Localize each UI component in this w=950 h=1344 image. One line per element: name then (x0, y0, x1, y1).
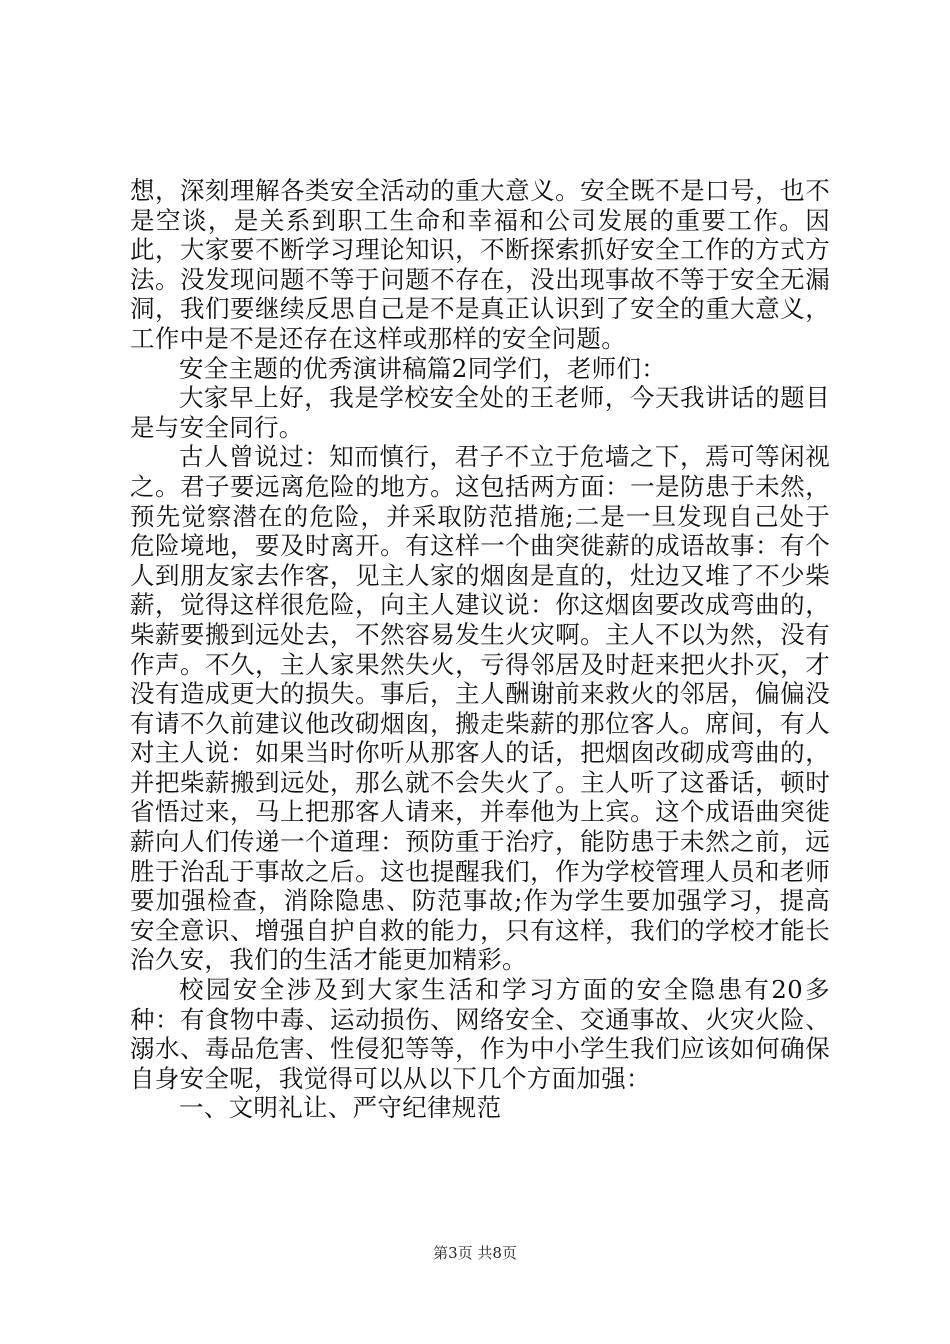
document-body (130, 176, 830, 1123)
paragraph: 大家早上好，我是学校安全处的王老师，今天我讲话的题目是与安全同行。 (130, 383, 830, 442)
paragraph: 古人曾说过：知而慎行，君子不立于危墙之下，焉可等闲视之。君子要远离危险的地方。这包括两方面：一是防患于未然，预先觉察潜在的危险，并采取防范措施;二是一旦发现自己处于危险境地，要及时离开。有这样一个曲突徙薪的成语故事：有个人到朋友家去作客，见主人家的烟囱是直的，灶边又堆了不少柴薪，觉得这样很危险，向主人建议说：你这烟囱要改成弯曲的，柴薪要搬到远处去，不然容易发生火灾啊。主人不以为然，没有作声。不久，主人家果然失火，亏得邻居及时赶来把火扑灭，才没有造成更大的损失。事后，主人酬谢前来救火的邻居，偏偏没有请不久前建议他改砌烟囱，搬走柴薪的那位客人。席间，有人对主人说：如果当时你听从那客人的话，把烟囱改砌成弯曲的，并把柴薪搬到远处，那么就不会失火了。主人听了这番话，顿时省悟过来，马上把那客人请来，并奉他为上宾。这个成语曲突徙薪向人们传递一个道理：预防重于治疗，能防患于未然之前，远胜于治乱于事故之后。这也提醒我们，作为学校管理人员和老师要加强检查，消除隐患、防范事故;作为学生要加强学习，提高安全意识、增强自护自救的能力，只有这样，我们的学校才能长治久安，我们的生活才能更加精彩。 (130, 442, 830, 975)
page-footer: 第3页 共8页 (433, 1244, 517, 1262)
paragraph: 想，深刻理解各类安全活动的重大意义。安全既不是口号，也不是空谈，是关系到职工生命和幸福和公司发展的重要工作。因此，大家要不断学习理论知识，不断探索抓好安全工作的方式方法。没发现问题不等于问题不存在，没出现事故不等于安全无漏洞，我们要继续反思自己是不是真正认识到了安全的重大意义，工作中是不是还存在这样或那样的安全问题。 (130, 176, 830, 353)
paragraph: 一、文明礼让、严守纪律规范 (179, 1093, 502, 1123)
paragraph: 校园安全涉及到大家生活和学习方面的安全隐患有20多种：有食物中毒、运动损伤、网络安全、交通事故、火灾火险、溺水、毒品危害、性侵犯等等，作为中小学生我们应该如何确保自身安全呢，我觉得可以从以下几个方面加强： (130, 975, 830, 1093)
paragraph: 安全主题的优秀演讲稿篇2同学们，老师们： (179, 353, 667, 383)
